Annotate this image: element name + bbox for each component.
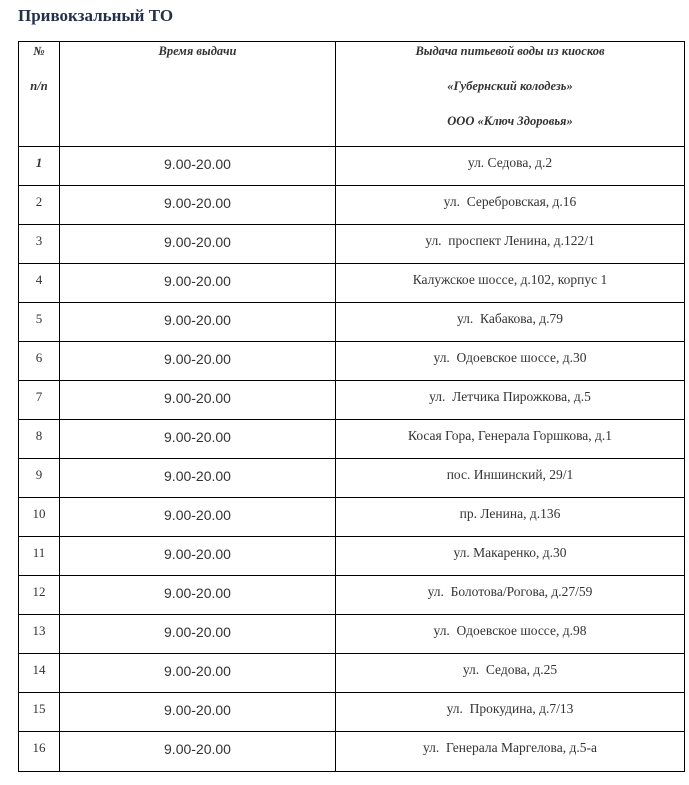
row-number: 2	[19, 186, 60, 225]
row-address: ул. Генерала Маргелова, д.5-а	[336, 732, 685, 772]
row-number: 15	[19, 693, 60, 732]
row-time: 9.00-20.00	[60, 420, 336, 459]
row-address: ул. Макаренко, д.30	[336, 537, 685, 576]
table-row	[19, 693, 685, 732]
row-number: 8	[19, 420, 60, 459]
row-number: 3	[19, 225, 60, 264]
table-row	[19, 654, 685, 693]
row-number: 11	[19, 537, 60, 576]
header-number-symbol: №	[33, 44, 45, 58]
row-time: 9.00-20.00	[60, 264, 336, 303]
table-header-row	[19, 42, 685, 147]
row-address: ул. Летчика Пирожкова, д.5	[336, 381, 685, 420]
row-address: ул. Седова, д.25	[336, 654, 685, 693]
row-address: пос. Иншинский, 29/1	[336, 459, 685, 498]
row-address: ул. Одоевское шоссе, д.98	[336, 615, 685, 654]
row-time: 9.00-20.00	[60, 732, 336, 772]
row-address: Калужское шоссе, д.102, корпус 1	[336, 264, 685, 303]
row-time: 9.00-20.00	[60, 147, 336, 186]
table-row	[19, 420, 685, 459]
row-address: ул. Одоевское шоссе, д.30	[336, 342, 685, 381]
row-number: 12	[19, 576, 60, 615]
table-row	[19, 225, 685, 264]
row-number: 9	[19, 459, 60, 498]
row-number: 10	[19, 498, 60, 537]
table-row	[19, 147, 685, 186]
header-number-abbr: п/п	[30, 79, 48, 93]
row-time: 9.00-20.00	[60, 381, 336, 420]
table-row	[19, 303, 685, 342]
header-issue-line3: ООО «Ключ Здоровья»	[447, 114, 573, 128]
row-time: 9.00-20.00	[60, 693, 336, 732]
row-time: 9.00-20.00	[60, 498, 336, 537]
table-row	[19, 498, 685, 537]
row-number: 5	[19, 303, 60, 342]
header-issue-line1: Выдача питьевой воды из киосков	[415, 44, 605, 58]
row-time: 9.00-20.00	[60, 186, 336, 225]
row-time: 9.00-20.00	[60, 459, 336, 498]
row-time: 9.00-20.00	[60, 537, 336, 576]
row-number: 7	[19, 381, 60, 420]
row-address: ул. Седова, д.2	[336, 147, 685, 186]
row-address: ул. Болотова/Рогова, д.27/59	[336, 576, 685, 615]
table-row	[19, 381, 685, 420]
row-number: 6	[19, 342, 60, 381]
table-row	[19, 615, 685, 654]
row-time: 9.00-20.00	[60, 225, 336, 264]
table-row	[19, 342, 685, 381]
table-row	[19, 459, 685, 498]
table-row	[19, 186, 685, 225]
row-address: Косая Гора, Генерала Горшкова, д.1	[336, 420, 685, 459]
row-number: 16	[19, 732, 60, 772]
row-number: 4	[19, 264, 60, 303]
column-header-number	[19, 42, 60, 147]
row-address: пр. Ленина, д.136	[336, 498, 685, 537]
table-row	[19, 537, 685, 576]
row-time: 9.00-20.00	[60, 654, 336, 693]
row-number: 14	[19, 654, 60, 693]
page-heading: Привокзальный ТО	[18, 6, 174, 25]
row-time: 9.00-20.00	[60, 615, 336, 654]
water-kiosk-table	[18, 41, 685, 772]
table-row	[19, 732, 685, 772]
row-time: 9.00-20.00	[60, 342, 336, 381]
row-address: ул. Кабакова, д.79	[336, 303, 685, 342]
row-number: 13	[19, 615, 60, 654]
row-address: ул. проспект Ленина, д.122/1	[336, 225, 685, 264]
table-row	[19, 264, 685, 303]
header-issue-line2: «Губернский колодезь»	[447, 79, 573, 93]
row-number: 1	[19, 147, 60, 186]
table-row	[19, 576, 685, 615]
column-header-time: Время выдачи	[60, 42, 336, 147]
row-address: ул. Прокудина, д.7/13	[336, 693, 685, 732]
column-header-issue	[336, 42, 685, 147]
row-time: 9.00-20.00	[60, 576, 336, 615]
row-address: ул. Серебровская, д.16	[336, 186, 685, 225]
row-time: 9.00-20.00	[60, 303, 336, 342]
